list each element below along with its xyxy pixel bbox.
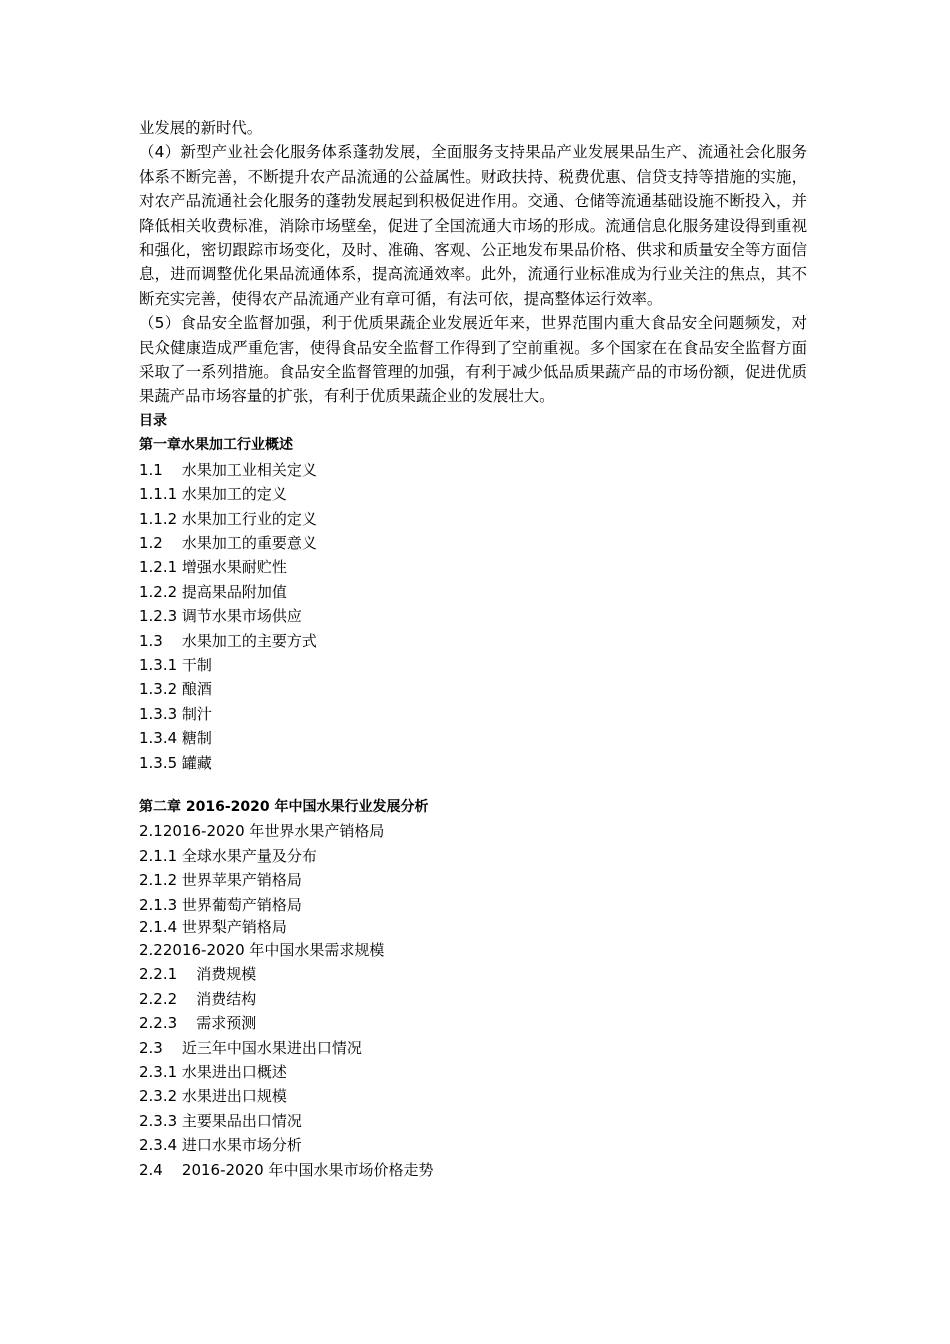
toc-item: 2.4 2016-2020 年中国水果市场价格走势 bbox=[139, 1160, 434, 1179]
toc-item: 1.2.3 调节水果市场供应 bbox=[139, 607, 302, 626]
toc-item: 1.3.2 酿酒 bbox=[139, 680, 212, 699]
toc-item: 1.3.3 制汁 bbox=[139, 704, 212, 723]
toc-item: 2.1.2 世界苹果产销格局 bbox=[139, 871, 302, 890]
toc-item: 1.3 水果加工的主要方式 bbox=[139, 631, 317, 650]
toc-item: 1.1.1 水果加工的定义 bbox=[139, 485, 287, 504]
toc-item: 2.1.3 世界葡萄产销格局 bbox=[139, 895, 302, 914]
toc-item: 2.3.4 进口水果市场分析 bbox=[139, 1136, 302, 1155]
toc-item: 2.22016-2020 年中国水果需求规模 bbox=[139, 941, 385, 959]
toc-item: 2.2.1 消费规模 bbox=[139, 965, 257, 984]
toc-item: 2.3.1 水果进出口概述 bbox=[139, 1063, 287, 1082]
toc-item: 2.2.2 消费结构 bbox=[139, 989, 257, 1008]
chapter-1-title: 第一章水果加工行业概述 bbox=[139, 437, 293, 454]
toc-item: 1.1 水果加工业相关定义 bbox=[139, 460, 317, 479]
toc-item: 2.3 近三年中国水果进出口情况 bbox=[139, 1038, 362, 1057]
toc-item: 1.2 水果加工的重要意义 bbox=[139, 533, 317, 552]
toc-item: 1.3.5 罐藏 bbox=[139, 753, 212, 772]
paragraph-continuation: 业发展的新时代。 bbox=[139, 119, 263, 137]
toc-item: 1.1.2 水果加工行业的定义 bbox=[139, 509, 317, 528]
toc-item: 2.1.4 世界梨产销格局 bbox=[139, 918, 287, 936]
paragraph-4: （4）新型产业社会化服务体系蓬勃发展，全面服务支持果品产业发展果品生产、流通社会化服务体系不断完善，不断提升农产品流通的公益属性。财政扶持、税费优惠、信贷支持等措施的实施，对农产品流通社会化服务的蓬勃发展起到积极促进作用。交通、仓储等流通基础设施不断投入，并降低相关收费标准，消除市场壁垒，促进了全国流通大市场的形成。流通信息化服务建设得到重视和强化，密切跟踪市场变化，及时、准确、客观、公正地发布果品价格、供求和质量安全等方面信息，进而调整优化果品流通体系，提高流通效率。此外，流通行业标准成为行业关注的焦点，其不断充实完善，使得农产品流通产业有章可循，有法可依，提高整体运行效率。 bbox=[139, 143, 807, 308]
toc-item: 2.3.3 主要果品出口情况 bbox=[139, 1111, 302, 1130]
document-page bbox=[139, 116, 807, 1182]
paragraph-5: （5）食品安全监督加强，利于优质果蔬企业发展近年来，世界范围内重大食品安全问题频发，对民众健康造成严重危害，使得食品安全监督工作得到了空前重视。多个国家在在食品安全监督方面采取了一系列措施。食品安全监督管理的加强，有利于减少低品质果蔬产品的市场份额，促进优质果蔬产品市场容量的扩张，有利于优质果蔬企业的发展壮大。 bbox=[139, 314, 807, 406]
chapter-1-toc-list bbox=[139, 458, 807, 775]
toc-item: 2.1.1 全球水果产量及分布 bbox=[139, 846, 317, 865]
toc-item: 2.12016-2020 年世界水果产销格局 bbox=[139, 822, 385, 841]
toc-item: 2.2.3 需求预测 bbox=[139, 1014, 257, 1033]
toc-item: 1.2.1 增强水果耐贮性 bbox=[139, 558, 287, 577]
toc-item: 2.3.2 水果进出口规模 bbox=[139, 1087, 287, 1106]
toc-item: 1.3.1 干制 bbox=[139, 655, 212, 674]
chapter-2-toc-list bbox=[139, 819, 807, 1182]
chapter-2-title: 第二章 2016-2020 年中国水果行业发展分析 bbox=[139, 798, 429, 815]
toc-item: 1.2.2 提高果品附加值 bbox=[139, 582, 287, 601]
toc-heading: 目录 bbox=[139, 412, 167, 429]
toc-item: 1.3.4 糖制 bbox=[139, 729, 212, 748]
chapter-spacer bbox=[139, 775, 807, 795]
